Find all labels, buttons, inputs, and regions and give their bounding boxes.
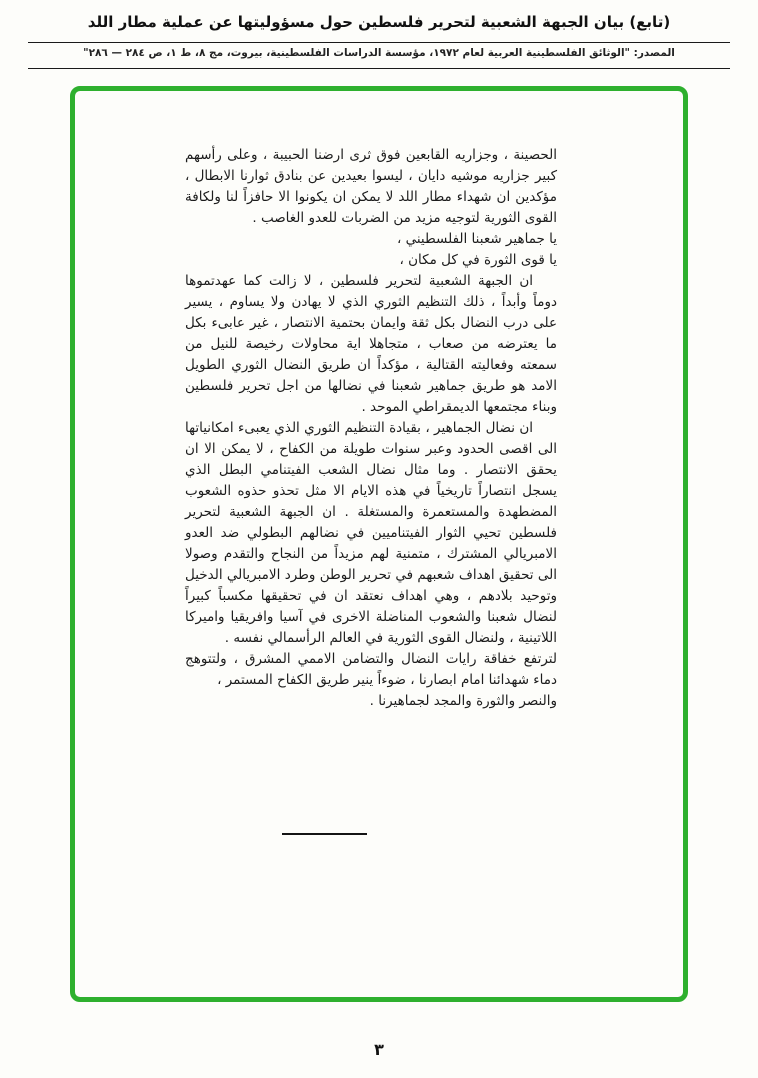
end-of-text-divider	[282, 833, 367, 835]
paragraph-front-pledge: ان الجبهة الشعبية لتحرير فلسطين ، لا زالت كما عهدتموها دوماً وأبداً ، ذلك التنظيم الثوري الذي لا يهادن ولا يساوم ، يسير على درب النضال بكل ثقة وايمان بحتمية الانتصار ، غير عابىء بكل ما يعترضه من صعاب ، متجاهلا اية محاولات رخيصة للنيل من سمعته وفعاليته القتالية ، مؤكداً ان طريق النضال الثوري الطويل الامد هو طريق جماهير شعبنا في نضالها من اجل تحرير فلسطين وبناء مجتمعها الديمقراطي الموحد .	[185, 273, 557, 415]
paragraph-closing-call: لترتفع خفاقة رايات النضال والتضامن الاممي المشرق ، ولتتوهج دماء شهدائنا امام ابصارنا ، ضوءاً ينير طريق الكفاح المستمر ،	[185, 651, 557, 688]
body-text-column	[185, 145, 557, 712]
closing-slogan: والنصر والثورة والمجد لجماهيرنا .	[369, 693, 557, 709]
paragraph-continuation: الحصينة ، وجزاريه القابعين فوق ثرى ارضنا الحبيبة ، وعلى رأسهم كبير جزاريه موشيه دايان ، ليسوا بعيدين عن بنادق ثوارنا الابطال ، مؤكدين ان شهداء مطار اللد لا يمكن ان يكونوا الا حافزاً لنا ولكافة القوى الثورية لتوجيه مزيد من الضربات للعدو الغاصب .	[185, 147, 557, 226]
paragraph-masses-struggle: ان نضال الجماهير ، بقيادة التنظيم الثوري الذي يعبىء امكانياتها الى اقصى الحدود وعبر سنوات طويلة من الكفاح ، لا يمكن الا ان يحقق الانتصار . وما مثال نضال الشعب الفيتنامي البطل الذي يسجل انتصاراً تاريخياً في هذه الايام الا مثل تحذو حذوه الشعوب المضطهدة والمستعمرة والمستغلة . ان الجبهة الشعبية لتحرير فلسطين تحيي الثوار الفيتناميين في نضالهم البطولي ضد العدو الامبريالي المشترك ، متمنية لهم مزيداً من النجاح والتقدم وصولا الى تحقيق اهداف شعبهم في تحرير الوطن وطرد الامبريالي الدخيل وتوحيد بلادهم ، وهي اهداف نعتقد ان في تحقيقها مكسباً كبيراً لنضال شعبنا والشعوب المناضلة الاخرى في آسيا وافريقيا واميركا اللاتينية ، ولنضال القوى الثورية في العالم الرأسمالي نفسه .	[185, 420, 557, 646]
source-citation: المصدر: "الوثائق الفلسطينية العربية لعام ١٩٧٢، مؤسسة الدراسات الفلسطينية، بيروت، مج ٨، ط ١، ص ٢٨٤ — ٢٨٦"	[83, 47, 675, 59]
document-title: (تابع) بيان الجبهة الشعبية لتحرير فلسطين حول مسؤوليتها عن عملية مطار اللد	[87, 13, 671, 31]
header-divider-top	[28, 42, 730, 43]
salutation-line-1: يا جماهير شعبنا الفلسطيني ،	[396, 231, 557, 247]
header-divider-bottom	[28, 68, 730, 69]
salutation-line-2: يا قوى الثورة في كل مكان ،	[399, 252, 557, 268]
page-number: ٣	[374, 1040, 384, 1059]
